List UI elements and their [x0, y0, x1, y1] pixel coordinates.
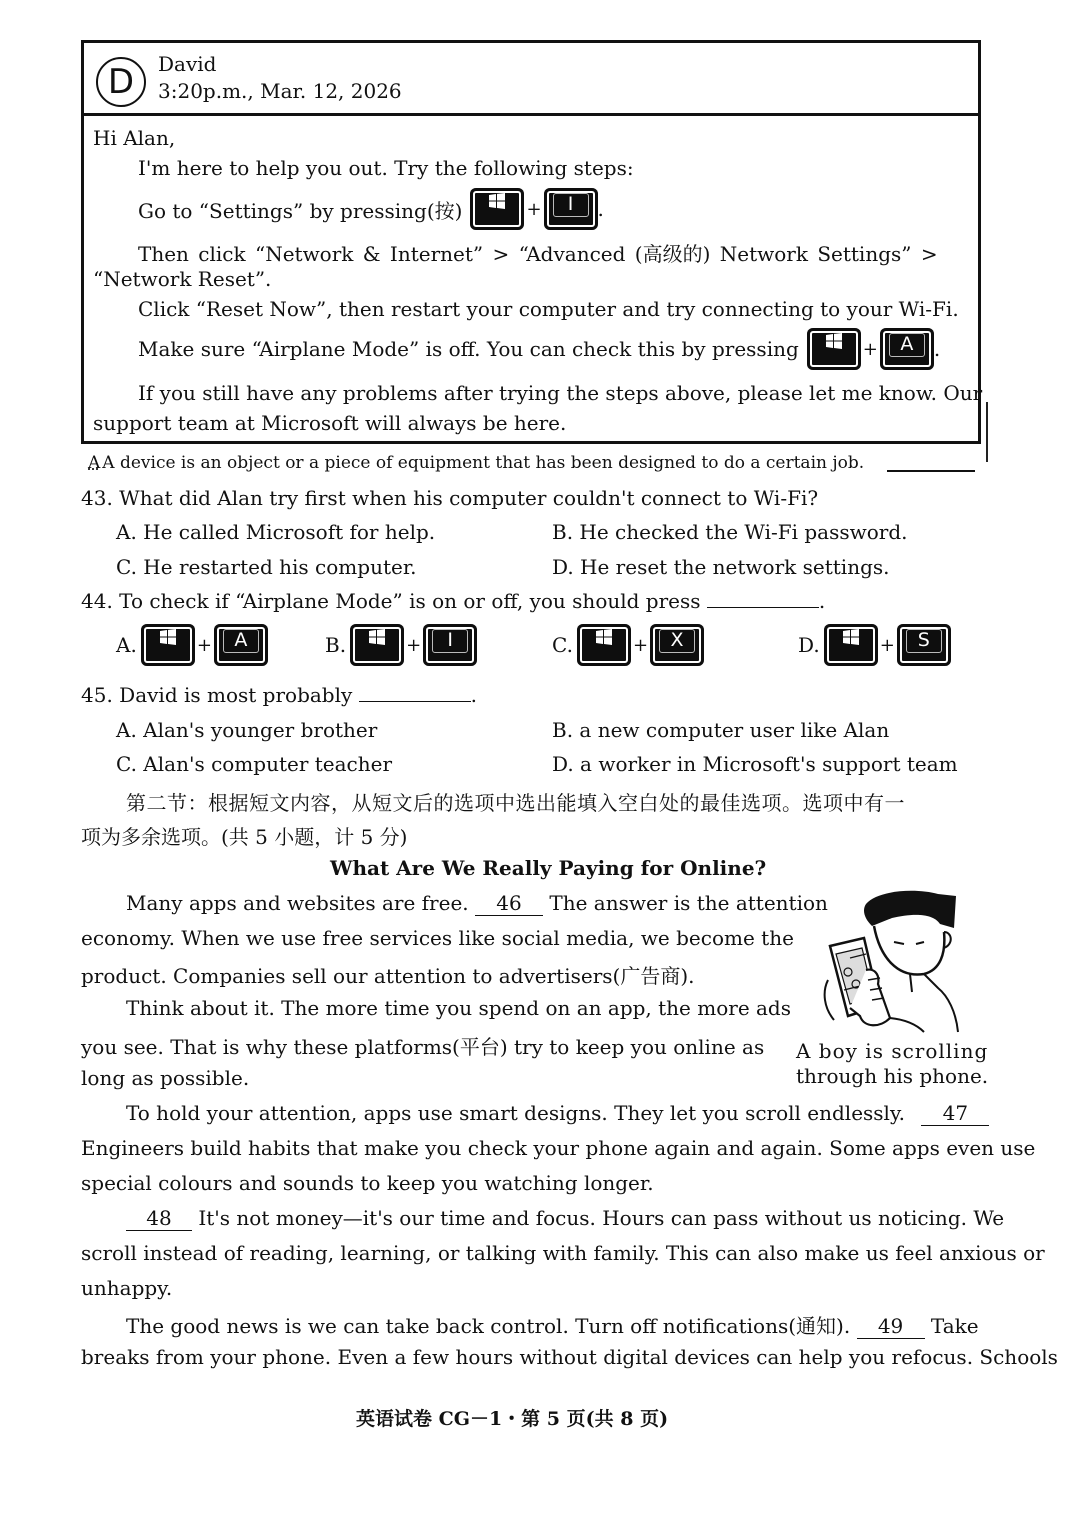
plus-sign: + [862, 338, 878, 360]
windows-key [577, 624, 631, 666]
windows-logo-icon [159, 629, 177, 645]
email-greeting: Hi Alan, [93, 126, 176, 150]
q45-option-c: C. Alan's computer teacher [116, 752, 393, 776]
windows-logo-icon [368, 629, 386, 645]
section-2-instructions-cont: 项为多余选项。(共 5 小题，计 5 分) [81, 825, 408, 849]
windows-key [807, 328, 861, 370]
article-line: scroll instead of reading, learning, or talking with family. This can also make us feel anxious or [81, 1241, 1045, 1265]
q44-option-a: A. + A [116, 624, 268, 666]
article-line: breaks from your phone. Even a few hours without digital devices can help you refocus. Schools [81, 1345, 1058, 1369]
windows-logo-icon [842, 629, 860, 645]
article-line: Think about it. The more time you spend on an app, the more ads [126, 996, 791, 1020]
article-line: product. Companies sell our attention to advertisers(广告商). [81, 964, 695, 988]
email-timestamp: 3:20p.m., Mar. 12, 2026 [158, 79, 402, 103]
blank-49: 49 [857, 1314, 925, 1339]
article-line: you see. That is why these platforms(平台) try to keep you online as [81, 1035, 765, 1059]
windows-key [470, 188, 524, 230]
email-line-airplane: Make sure “Airplane Mode” is off. You can check this by pressing + A . [138, 328, 940, 370]
question-45-stem: 45. David is most probably . [81, 683, 478, 707]
q43-option-a: A. He called Microsoft for help. [116, 520, 436, 544]
email-text: Make sure “Airplane Mode” is off. You can check this by pressing [138, 337, 799, 361]
article-line: unhappy. [81, 1276, 173, 1300]
q44-option-d: D. + S [798, 624, 951, 666]
i-key: I [544, 188, 598, 230]
q44-option-b: B. + I [325, 624, 477, 666]
q43-option-b: B. He checked the Wi-Fi password. [552, 520, 908, 544]
article-title: What Are We Really Paying for Online? [330, 856, 767, 880]
article-line: economy. When we use free services like social media, we become the [81, 926, 794, 950]
article-line: 48 It's not money—it's our time and focus. Hours can pass without us noticing. We [126, 1206, 1004, 1231]
blank-46: 46 [475, 891, 543, 916]
email-line: I'm here to help you out. Try the following steps: [138, 156, 634, 180]
email-header [84, 43, 978, 116]
email-line: Then click “Network & Internet” > “Advanced (高级的) Network Settings” > [138, 242, 938, 266]
section-2-instructions: 第二节：根据短文内容，从短文后的选项中选出能填入空白处的最佳选项。选项中有一 [126, 791, 905, 815]
blank-48: 48 [126, 1206, 192, 1231]
email-text: Go to “Settings” by pressing(按) [138, 198, 463, 223]
windows-key [350, 624, 404, 666]
windows-key [824, 624, 878, 666]
avatar: D [96, 57, 146, 107]
windows-logo-icon [825, 333, 843, 349]
email-line: support team at Microsoft will always be here. [93, 411, 567, 435]
answer-blank [359, 701, 471, 702]
margin-line [986, 402, 988, 462]
windows-key [141, 624, 195, 666]
blank-47: 47 [921, 1101, 989, 1126]
i-key: I [423, 624, 477, 666]
definition-note: A A device is an object or a piece of equipment that has been designed to do a certain job. [88, 453, 865, 473]
plus-sign: + [526, 198, 542, 220]
email-line: “Network Reset”. [93, 267, 272, 291]
a-key: A [214, 624, 268, 666]
article-line: special colours and sounds to keep you watching longer. [81, 1171, 654, 1195]
question-44-stem: 44. To check if “Airplane Mode” is on or off, you should press . [81, 589, 826, 613]
email-line: Click “Reset Now”, then restart your computer and try connecting to your Wi-Fi. [138, 297, 959, 321]
article-line: long as possible. [81, 1066, 250, 1090]
q45-option-d: D. a worker in Microsoft's support team [552, 752, 958, 776]
answer-blank [707, 607, 819, 608]
q44-option-c: C. + X [552, 624, 704, 666]
illustration-caption-line1: A boy is scrolling [796, 1039, 989, 1063]
article-line: Engineers build habits that make you check your phone again and again. Some apps even use [81, 1136, 1036, 1160]
windows-logo-icon [488, 193, 506, 209]
article-line: The good news is we can take back control. Turn off notifications(通知). 49 Take [126, 1314, 979, 1338]
q45-option-b: B. a new computer user like Alan [552, 718, 890, 742]
email-line-settings: Go to “Settings” by pressing(按) + I . [138, 188, 604, 230]
windows-logo-icon [595, 629, 613, 645]
question-43-stem: 43. What did Alan try first when his computer couldn't connect to Wi-Fi? [81, 486, 819, 510]
s-key: S [897, 624, 951, 666]
a-key: A [880, 328, 934, 370]
q43-option-c: C. He restarted his computer. [116, 555, 417, 579]
definition-answer-blank [887, 470, 975, 472]
x-key: X [650, 624, 704, 666]
article-line: Many apps and websites are free. 46 The answer is the attention [126, 891, 828, 915]
boy-with-phone-illustration [820, 888, 960, 1033]
illustration-caption-line2: through his phone. [796, 1064, 989, 1088]
page-footer: 英语试卷 CG－1・第 5 页(共 8 页) [356, 1408, 669, 1430]
email-line: If you still have any problems after trying the steps above, please let me know. Our [138, 381, 983, 405]
article-line: To hold your attention, apps use smart designs. They let you scroll endlessly. 47 [126, 1101, 989, 1126]
q45-option-a: A. Alan's younger brother [116, 718, 378, 742]
definition-marker: A [88, 453, 101, 473]
email-sender: David [158, 52, 217, 76]
q43-option-d: D. He reset the network settings. [552, 555, 890, 579]
